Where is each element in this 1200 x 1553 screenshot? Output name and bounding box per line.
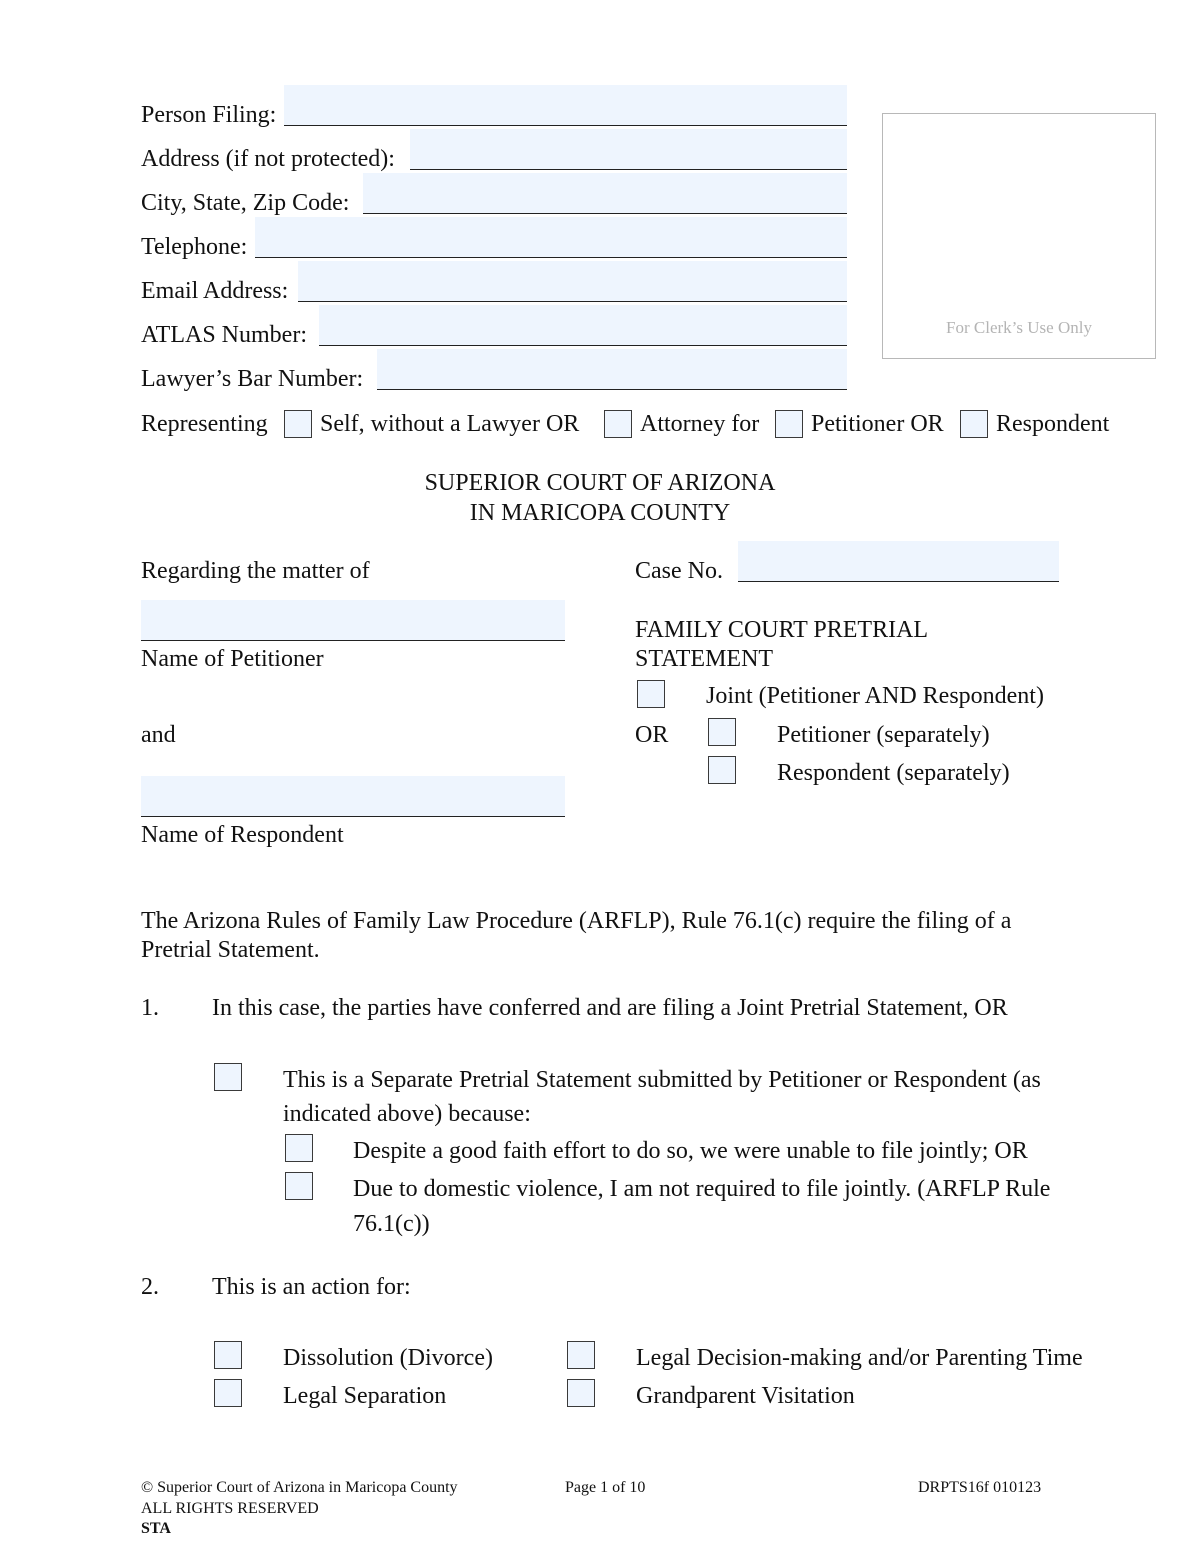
dissolution-checkbox[interactable] bbox=[214, 1341, 242, 1369]
intro-text-line2: Pretrial Statement. bbox=[141, 937, 320, 963]
attorney-checkbox[interactable] bbox=[604, 410, 632, 438]
clerk-use-box bbox=[882, 113, 1156, 359]
intro-text-line1: The Arizona Rules of Family Law Procedure (ARFLP), Rule 76.1(c) require the filing of a bbox=[141, 908, 1012, 934]
good-faith-checkbox[interactable] bbox=[285, 1134, 313, 1162]
footer-rights: ALL RIGHTS RESERVED bbox=[141, 1500, 319, 1517]
page-number: Page 1 of 10 bbox=[565, 1479, 646, 1496]
atlas-number-input[interactable] bbox=[319, 305, 847, 346]
respondent-separately-checkbox[interactable] bbox=[708, 756, 736, 784]
respondent-checkbox[interactable] bbox=[960, 410, 988, 438]
or-label: OR bbox=[635, 722, 669, 748]
representing-label: Representing bbox=[141, 411, 268, 437]
good-faith-label: Despite a good faith effort to do so, we were unable to file jointly; OR bbox=[353, 1138, 1028, 1164]
separate-statement-line1: This is a Separate Pretrial Statement submitted by Petitioner or Respondent (as bbox=[283, 1067, 1041, 1093]
legal-separation-label: Legal Separation bbox=[283, 1383, 447, 1409]
petitioner-label: Petitioner OR bbox=[811, 411, 944, 437]
item1-number: 1. bbox=[141, 995, 159, 1021]
separate-statement-line2: indicated above) because: bbox=[283, 1101, 531, 1127]
case-no-label: Case No. bbox=[635, 558, 723, 584]
and-label: and bbox=[141, 722, 176, 748]
legal-decision-making-label: Legal Decision-making and/or Parenting Time bbox=[636, 1345, 1083, 1371]
petitioner-checkbox[interactable] bbox=[775, 410, 803, 438]
regarding-label: Regarding the matter of bbox=[141, 558, 370, 584]
separate-statement-checkbox[interactable] bbox=[214, 1063, 242, 1091]
item1-text: In this case, the parties have conferred and are filing a Joint Pretrial Statement, OR bbox=[212, 995, 1008, 1021]
city-state-zip-input[interactable] bbox=[363, 173, 847, 214]
respondent-label: Respondent bbox=[996, 411, 1110, 437]
telephone-label: Telephone: bbox=[141, 234, 248, 260]
case-no-input[interactable] bbox=[738, 541, 1059, 582]
document-title-line1: FAMILY COURT PRETRIAL bbox=[635, 617, 929, 643]
self-label: Self, without a Lawyer OR bbox=[320, 411, 580, 437]
petitioner-separately-label: Petitioner (separately) bbox=[777, 722, 990, 748]
grandparent-visitation-checkbox[interactable] bbox=[567, 1379, 595, 1407]
grandparent-visitation-label: Grandparent Visitation bbox=[636, 1383, 855, 1409]
attorney-label: Attorney for bbox=[640, 411, 760, 437]
court-name: SUPERIOR COURT OF ARIZONA bbox=[424, 470, 776, 496]
email-label: Email Address: bbox=[141, 278, 289, 304]
court-county: IN MARICOPA COUNTY bbox=[469, 500, 731, 526]
clerk-use-label: For Clerk’s Use Only bbox=[946, 318, 1092, 337]
joint-checkbox[interactable] bbox=[637, 680, 665, 708]
item2-text: This is an action for: bbox=[212, 1274, 411, 1300]
person-filing-input[interactable] bbox=[284, 85, 847, 126]
footer-copyright: © Superior Court of Arizona in Maricopa County bbox=[141, 1479, 458, 1496]
address-input[interactable] bbox=[410, 129, 847, 170]
item2-number: 2. bbox=[141, 1274, 159, 1300]
petitioner-name-label: Name of Petitioner bbox=[141, 646, 324, 672]
domestic-violence-label-line1: Due to domestic violence, I am not required to file jointly. (ARFLP Rule bbox=[353, 1176, 1051, 1202]
respondent-name-input[interactable] bbox=[141, 776, 565, 817]
respondent-separately-label: Respondent (separately) bbox=[777, 760, 1010, 786]
telephone-input[interactable] bbox=[255, 217, 847, 258]
self-checkbox[interactable] bbox=[284, 410, 312, 438]
form-id: DRPTS16f 010123 bbox=[918, 1479, 1042, 1496]
atlas-number-label: ATLAS Number: bbox=[141, 322, 307, 348]
document-title-line2: STATEMENT bbox=[635, 646, 774, 672]
bar-number-input[interactable] bbox=[377, 349, 847, 390]
domestic-violence-label-line2: 76.1(c)) bbox=[353, 1211, 430, 1237]
person-filing-label: Person Filing: bbox=[141, 102, 277, 128]
petitioner-name-input[interactable] bbox=[141, 600, 565, 641]
email-input[interactable] bbox=[298, 261, 847, 302]
joint-label: Joint (Petitioner AND Respondent) bbox=[706, 683, 1044, 709]
legal-separation-checkbox[interactable] bbox=[214, 1379, 242, 1407]
legal-decision-making-checkbox[interactable] bbox=[567, 1341, 595, 1369]
address-label: Address (if not protected): bbox=[141, 146, 395, 172]
petitioner-separately-checkbox[interactable] bbox=[708, 718, 736, 746]
domestic-violence-checkbox[interactable] bbox=[285, 1172, 313, 1200]
bar-number-label: Lawyer’s Bar Number: bbox=[141, 366, 364, 392]
respondent-name-label: Name of Respondent bbox=[141, 822, 344, 848]
dissolution-label: Dissolution (Divorce) bbox=[283, 1345, 493, 1371]
footer-code: STA bbox=[141, 1520, 171, 1537]
city-state-zip-label: City, State, Zip Code: bbox=[141, 190, 350, 216]
